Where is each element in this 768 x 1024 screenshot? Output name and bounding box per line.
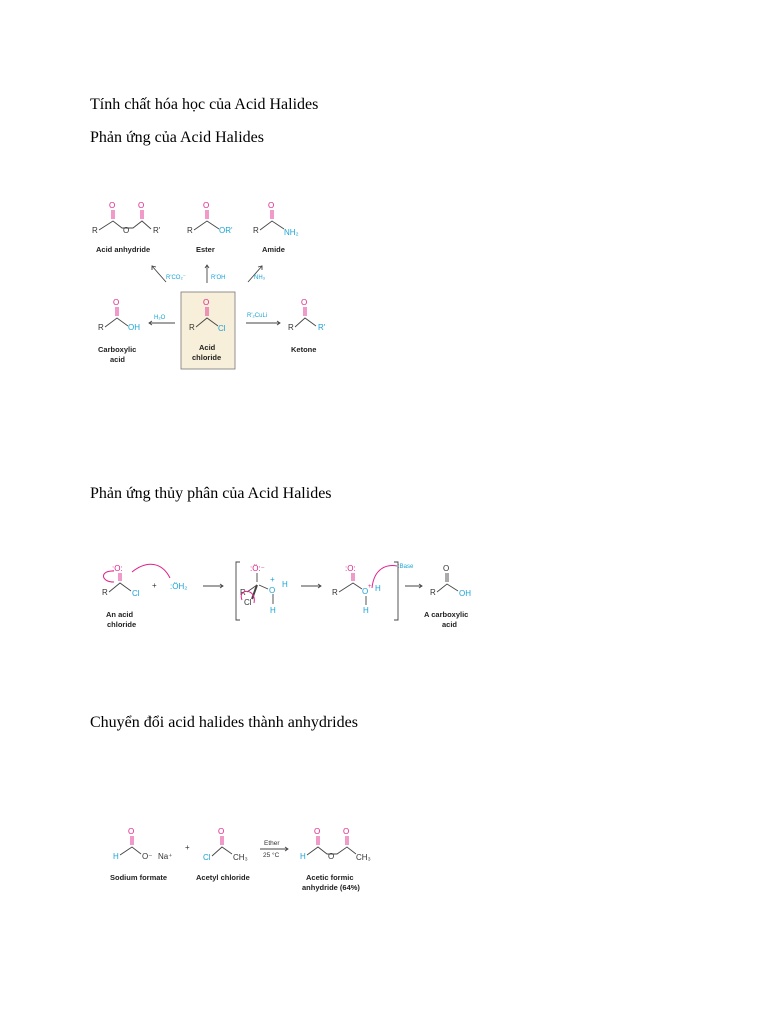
- svg-text:anhydride (64%): anhydride (64%): [302, 883, 360, 892]
- acid-chloride-label: Acid: [199, 343, 216, 352]
- svg-text::ÖH₂: :ÖH₂: [170, 582, 188, 591]
- svg-text:R': R': [153, 226, 161, 235]
- svg-text:R: R: [187, 226, 193, 235]
- svg-text:NH₂: NH₂: [284, 228, 299, 237]
- svg-text:H: H: [375, 584, 381, 593]
- svg-text:acid: acid: [110, 355, 126, 364]
- svg-text:H: H: [282, 580, 288, 589]
- svg-text:O: O: [128, 827, 135, 836]
- svg-text:R: R: [288, 323, 294, 332]
- carboxylic-acid-structure: [98, 298, 140, 364]
- svg-text:Cl: Cl: [203, 853, 211, 862]
- svg-text:R: R: [430, 588, 436, 597]
- heading-reactions: Phản ứng của Acid Halides: [90, 129, 264, 146]
- svg-text:O: O: [109, 201, 116, 210]
- svg-text:25 °C: 25 °C: [263, 852, 280, 859]
- svg-text::Base: :Base: [398, 564, 414, 570]
- svg-text:O: O: [138, 201, 145, 210]
- svg-text:+: +: [270, 575, 275, 584]
- svg-text:R': R': [318, 323, 326, 332]
- sodium-formate-label: Sodium formate: [110, 873, 168, 882]
- svg-text:R: R: [240, 588, 246, 597]
- svg-text:H₂O: H₂O: [154, 315, 166, 321]
- svg-text:R: R: [98, 323, 104, 332]
- ester-structure: [187, 201, 233, 254]
- svg-text:NH₃: NH₃: [254, 275, 266, 281]
- svg-text::Ö:⁻: :Ö:⁻: [250, 564, 265, 573]
- hydrolysis-mechanism-figure: [92, 558, 482, 638]
- ester-label: Ester: [196, 245, 215, 254]
- svg-text:Cl: Cl: [132, 589, 140, 598]
- svg-text:O⁻: O⁻: [142, 852, 153, 861]
- svg-text:R'₂CuLi: R'₂CuLi: [247, 313, 268, 319]
- svg-text:Na⁺: Na⁺: [158, 852, 173, 861]
- svg-text:H: H: [113, 852, 119, 861]
- acid-anhydride-structure: [92, 201, 161, 254]
- svg-text:O: O: [203, 298, 210, 307]
- ketone-structure: [288, 298, 326, 354]
- svg-text:Ether: Ether: [264, 840, 280, 847]
- svg-text:Cl: Cl: [218, 324, 226, 333]
- svg-text:R: R: [102, 588, 108, 597]
- heading-hydrolysis: Phản ứng thủy phân của Acid Halides: [90, 485, 332, 502]
- svg-text:O: O: [218, 827, 225, 836]
- svg-text:O: O: [328, 852, 335, 861]
- acid-anhydride-label: Acid anhydride: [96, 245, 151, 254]
- svg-text:OH: OH: [128, 323, 140, 332]
- svg-text:O: O: [113, 298, 120, 307]
- svg-text:O: O: [123, 226, 130, 235]
- svg-text:H: H: [300, 852, 306, 861]
- svg-text:chloride: chloride: [107, 620, 137, 629]
- heading-conversion-to-anhydrides: Chuyển đổi acid halides thành anhydrides: [90, 714, 358, 731]
- svg-text:R'OH: R'OH: [211, 275, 226, 281]
- acid-chloride-reactions-figure: [88, 195, 348, 375]
- svg-text:O: O: [269, 586, 276, 595]
- svg-text:O: O: [362, 587, 369, 596]
- svg-text::O:: :O:: [112, 564, 123, 573]
- svg-text:+: +: [185, 843, 190, 852]
- svg-text:O: O: [343, 827, 350, 836]
- svg-text:H: H: [270, 606, 276, 615]
- anhydride-synthesis-figure: [108, 826, 388, 896]
- ketone-label: Ketone: [291, 345, 317, 354]
- svg-text:H: H: [363, 606, 369, 615]
- heading-chemical-properties: Tính chất hóa học của Acid Halides: [90, 96, 319, 113]
- svg-text:O: O: [443, 564, 450, 573]
- svg-text:CH₃: CH₃: [356, 853, 371, 862]
- svg-text:R: R: [332, 588, 338, 597]
- svg-text:CH₃: CH₃: [233, 853, 248, 862]
- svg-text:acid: acid: [442, 620, 458, 629]
- carboxylic-acid-label: A carboxylic: [424, 610, 469, 619]
- svg-text:R: R: [189, 323, 195, 332]
- svg-text::O:: :O:: [345, 564, 356, 573]
- svg-text:Cl: Cl: [244, 598, 252, 607]
- svg-text:OR': OR': [219, 226, 233, 235]
- svg-text:+: +: [152, 581, 157, 590]
- svg-text:chloride: chloride: [192, 353, 222, 362]
- amide-label: Amide: [262, 245, 285, 254]
- acetic-formic-anhydride-label: Acetic formic: [306, 873, 354, 882]
- svg-text:O: O: [268, 201, 275, 210]
- svg-text:O: O: [314, 827, 321, 836]
- carboxylic-acid-label: Carboxylic: [98, 345, 137, 354]
- acetyl-chloride-label: Acetyl chloride: [196, 873, 250, 882]
- svg-text:+: +: [368, 584, 372, 590]
- svg-text:R: R: [253, 226, 259, 235]
- svg-text:O: O: [301, 298, 308, 307]
- amide-structure: [253, 201, 299, 254]
- acid-chloride-label: An acid: [106, 610, 134, 619]
- svg-text:OH: OH: [459, 589, 471, 598]
- svg-text:R'CO₂⁻: R'CO₂⁻: [166, 275, 186, 281]
- svg-text:R: R: [92, 226, 98, 235]
- svg-text:O: O: [203, 201, 210, 210]
